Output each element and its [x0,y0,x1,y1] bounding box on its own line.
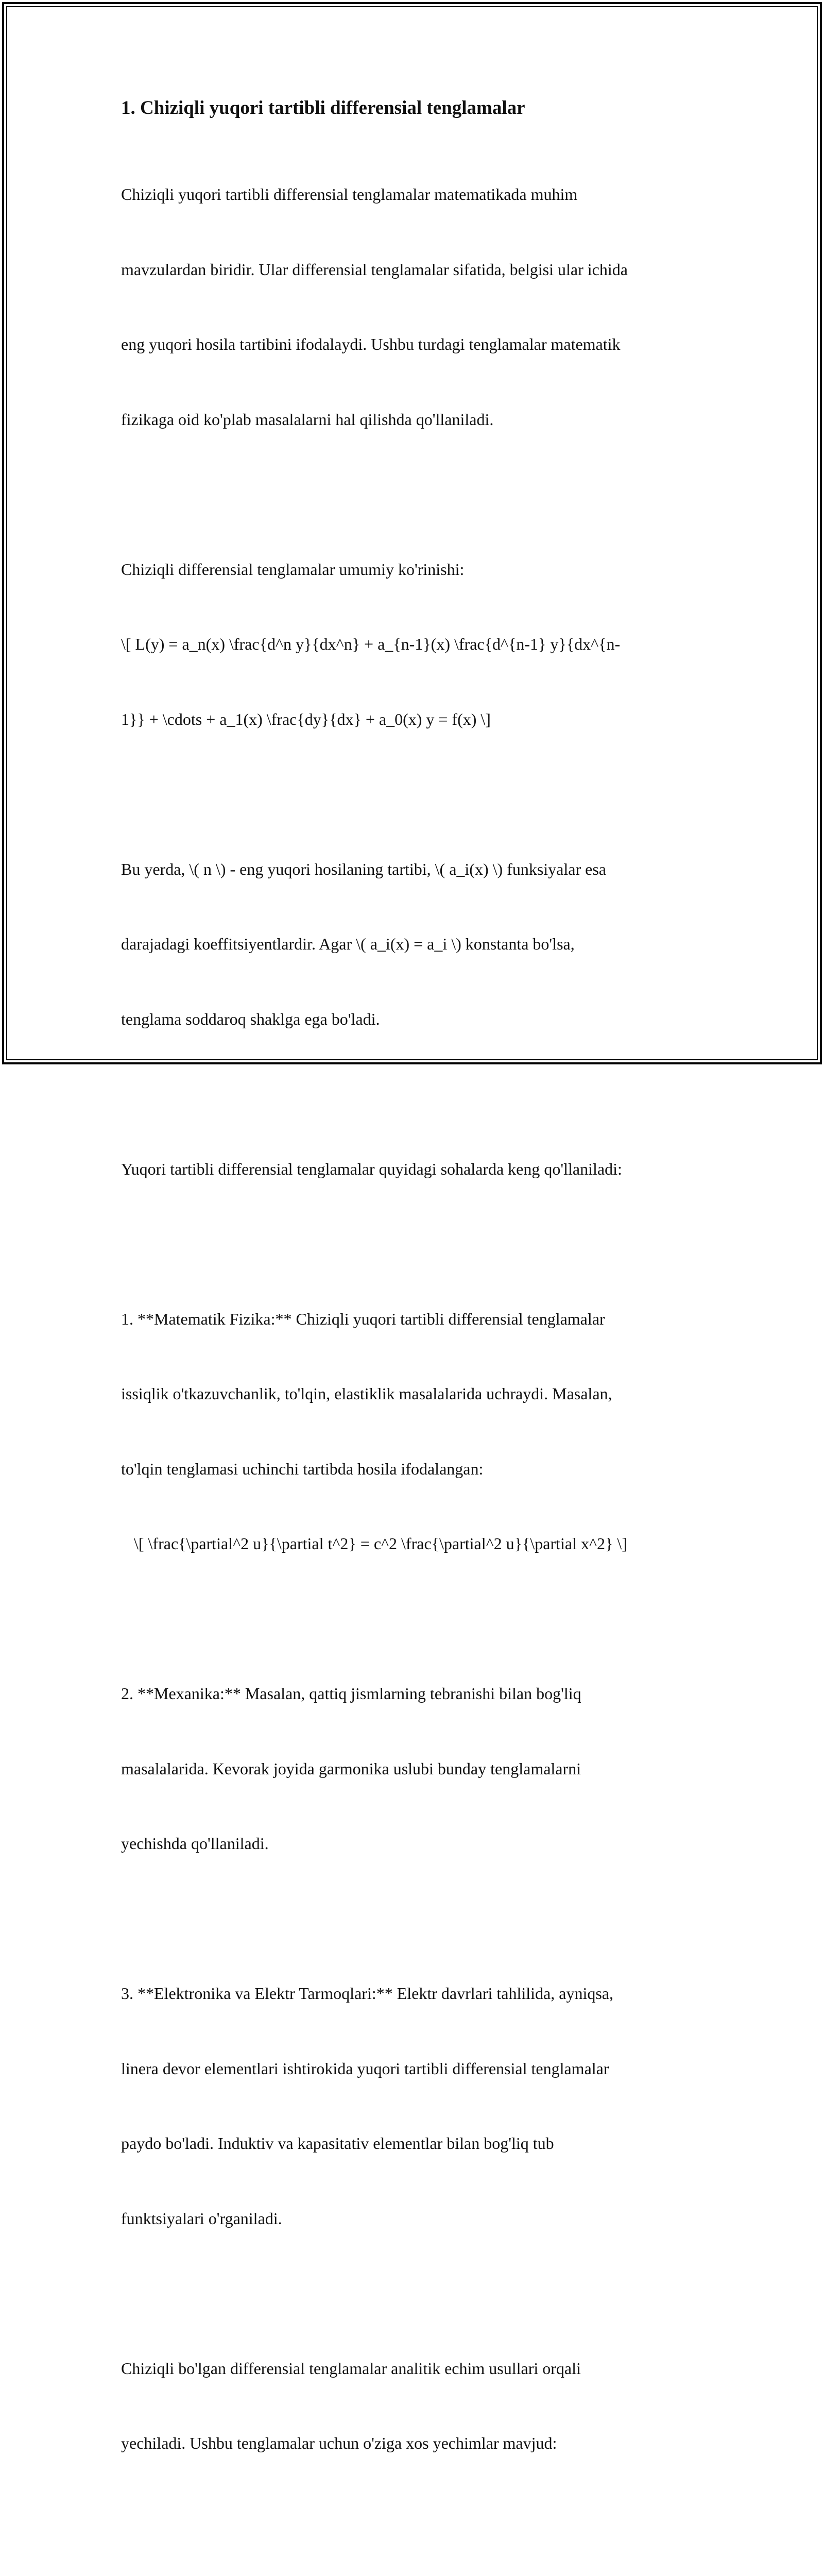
explanation-paragraph [121,807,708,1082]
text-line: Chiziqli bo'lgan differensial tenglamalar analitik echim usullari orqali [121,2359,581,2378]
list-item-electronics [121,1931,708,2281]
list-item-mathematical-physics [121,1257,708,1606]
text-line: tenglama soddaroq shaklga ega bo'ladi. [121,1009,380,1028]
text-line: paydo bo'ladi. Induktiv va kapasitativ elementlar bilan bog'liq tub [121,2134,554,2153]
text-line: eng yuqori hosila tartibini ifodalaydi. Ushbu turdagi tenglamalar matematik [121,335,621,353]
text-line: mavzulardan biridir. Ular differensial tenglamalar sifatida, belgisi ular ichida [121,260,628,279]
formula-line: \[ L(y) = a_n(x) \frac{d^n y}{dx^n} + a_{n-1}(x) \frac{d^{n-1} y}{dx^{n- [121,635,621,653]
text-line: Yuqori tartibli differensial tenglamalar quyidagi sohalarda keng qo'llaniladi: [121,1159,622,1178]
text-line: darajadagi koeffitsiyentlardir. Agar \( a_i(x) = a_i \) konstanta bo'lsa, [121,935,575,953]
text-line: Chiziqli yuqori tartibli differensial tenglamalar matematikada muhim [121,185,578,204]
formula-line: 1}} + \cdots + a_1(x) \frac{dy}{dx} + a_0(x) y = f(x) \] [121,709,491,728]
text-line: 2. **Mexanika:** Masalan, qattiq jismlarning tebranishi bilan bog'liq [121,1684,581,1703]
text-line: yechiladi. Ushbu tenglamalar uchun o'ziga xos yechimlar mavjud: [121,2434,557,2452]
text-line: yechishda qo'llaniladi. [121,1834,269,1853]
text-line: issiqlik o'tkazuvchanlik, to'lqin, elastiklik masalalarida uchraydi. Masalan, [121,1384,612,1403]
formula-line: \[ \frac{\partial^2 u}{\partial t^2} = c^2 \frac{\partial^2 u}{\partial x^2} \] [134,1534,627,1553]
document-page [121,96,708,2576]
text-line: 1. **Matematik Fizika:** Chiziqli yuqori tartibli differensial tenglamalar [121,1309,605,1328]
text-line: Bu yerda, \( n \) - eng yuqori hosilaning tartibi, \( a_i(x) \) funksiyalar esa [121,859,606,878]
intro-paragraph [121,132,708,482]
methods-intro-paragraph [121,2306,708,2506]
applications-intro-paragraph [121,1107,708,1232]
text-line: funktsiyalari o'rganiladi. [121,2209,282,2228]
bullet-item-method [121,2531,708,2576]
text-line: masalalarida. Kevorak joyida garmonika uslubi bunday tenglamalarni [121,1759,581,1778]
text-line: linera devor elementlari ishtirokida yuqori tartibli differensial tenglamalar [121,2059,609,2078]
text-line: Chiziqli differensial tenglamalar umumiy ko'rinishi: [121,560,465,579]
text-line: fizikaga oid ko'plab masalalarni hal qilishda qo'llaniladi. [121,410,494,429]
general-form-paragraph [121,507,708,782]
section-heading: 1. Chiziqli yuqori tartibli differensial tenglamalar [121,97,525,118]
text-line: to'lqin tenglamasi uchinchi tartibda hosila ifodalangan: [121,1459,484,1478]
text-line: 3. **Elektronika va Elektr Tarmoqlari:** Elektr davrlari tahlilida, ayniqsa, [121,1984,613,2003]
list-item-mechanics [121,1631,708,1906]
